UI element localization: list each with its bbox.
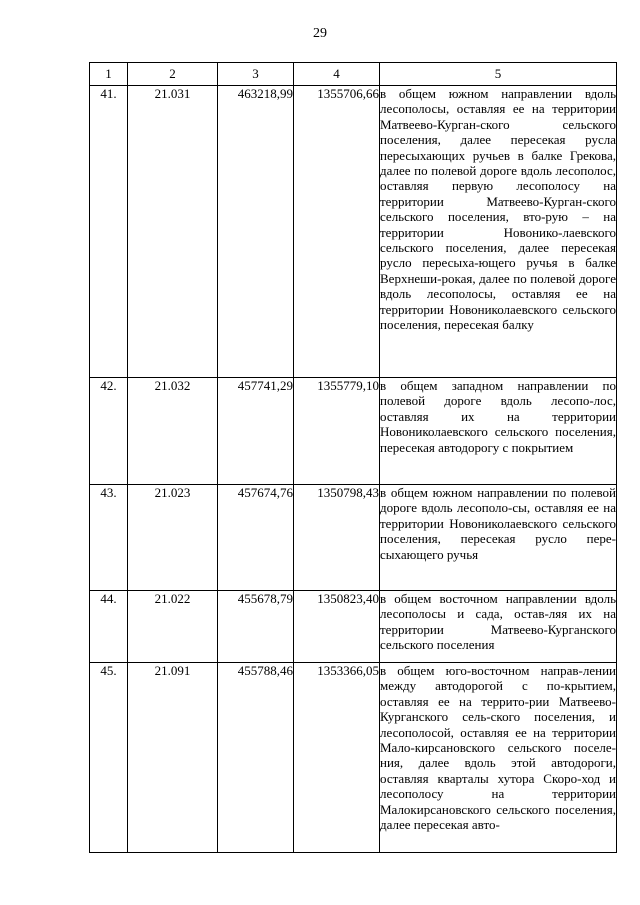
- boundary-description: в общем южном направлении по полевой дороге вдоль лесополо-сы, оставляя ее на территории Новониколаевского сельского поселения, пересекая русло пере-сыхающего ручья: [380, 485, 617, 591]
- table-row: [90, 591, 617, 663]
- row-number: 43.: [90, 485, 128, 591]
- coordinate-x: 457741,29: [218, 378, 294, 485]
- table-row: [90, 86, 617, 378]
- point-code: 21.032: [128, 378, 218, 485]
- coordinate-x: 463218,99: [218, 86, 294, 378]
- table-row: [90, 663, 617, 853]
- coordinate-x: 455678,79: [218, 591, 294, 663]
- page-number: 29: [313, 26, 327, 41]
- header-cell-5: 5: [380, 63, 617, 86]
- boundary-description: в общем юго-восточном направ-лении между автодорогой с по-крытием, оставляя ее на террито-рии Матвеево-Курганского сель-ского поселения, и лесополосой, оставляя ее на территории Мало-кирсановского сельского поселе-ния, далее вдоль этой автодороги, оставляя кварталы хутора Скоро-ход и лесополосу на территории Малокирсановского сельского поселения, далее пересекая авто-: [380, 663, 617, 853]
- row-number: 41.: [90, 86, 128, 378]
- coordinate-y: 1350823,40: [294, 591, 380, 663]
- header-cell-3: 3: [218, 63, 294, 86]
- boundary-description: в общем южном направлении вдоль лесополосы, оставляя ее на территории Матвеево-Курган-ского сельского поселения, далее пересекая русла пересыхающих ручьев в балке Грекова, далее по полевой дороге вдоль лесополос, оставляя первую лесополосу на территории Матвеево-Курган-ского сельского поселения, вто-рую – на территории Новонико-лаевского сельского поселения, далее пересекая русло пересыха-ющего ручья в балке Верхнеши-рокая, далее по полевой дороге вдоль лесополосы, оставляя ее на территории Новониколаевского сельского поселения, пересекая балку: [380, 86, 617, 378]
- row-number: 44.: [90, 591, 128, 663]
- boundary-points-table: [89, 62, 617, 853]
- coordinate-y: 1355779,10: [294, 378, 380, 485]
- row-number: 45.: [90, 663, 128, 853]
- coordinate-x: 457674,76: [218, 485, 294, 591]
- boundary-description: в общем западном направлении по полевой дороге вдоль лесопо-лос, оставляя их на территории Новониколаевского сельского поселения, пересекая автодорогу с покрытием: [380, 378, 617, 485]
- point-code: 21.091: [128, 663, 218, 853]
- point-code: 21.023: [128, 485, 218, 591]
- point-code: 21.031: [128, 86, 218, 378]
- coordinate-x: 455788,46: [218, 663, 294, 853]
- boundary-description: в общем восточном направлении вдоль лесополосы и сада, остав-ляя их на территории Матвеево-Курганского сельского поселения: [380, 591, 617, 663]
- header-cell-4: 4: [294, 63, 380, 86]
- header-cell-1: 1: [90, 63, 128, 86]
- header-cell-2: 2: [128, 63, 218, 86]
- table-header-row: [90, 63, 617, 86]
- table-row: [90, 485, 617, 591]
- point-code: 21.022: [128, 591, 218, 663]
- coordinate-y: 1350798,43: [294, 485, 380, 591]
- coordinate-y: 1355706,66: [294, 86, 380, 378]
- coordinate-y: 1353366,05: [294, 663, 380, 853]
- row-number: 42.: [90, 378, 128, 485]
- table-row: [90, 378, 617, 485]
